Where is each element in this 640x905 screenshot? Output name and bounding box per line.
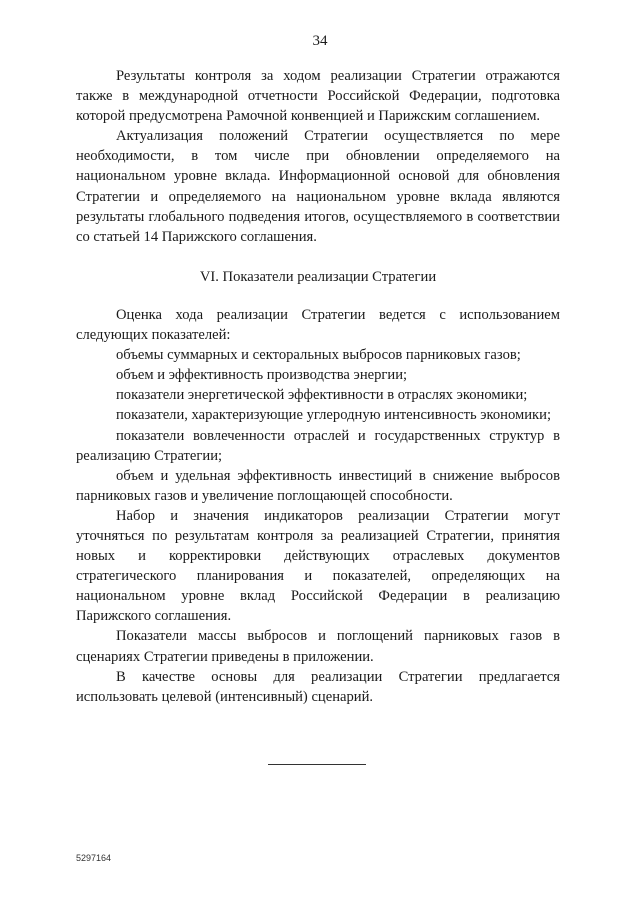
page-number: 34	[312, 33, 328, 49]
paragraph: Показатели массы выбросов и поглощений парниковых газов в сценариях Стратегии приведены в приложении.	[76, 628, 560, 665]
paragraph: Результаты контроля за ходом реализации Стратегии отражаются также в международной отчетности Российской Федерации, подготовка которой предусмотрена Рамочной конвенцией и Парижским соглашением.	[76, 68, 560, 125]
list-item: объем и удельная эффективность инвестиций в снижение выбросов парниковых газов и увеличение поглощающей способности.	[76, 467, 560, 504]
document-body	[76, 66, 560, 707]
list-item: объемы суммарных и секторальных выбросов парниковых газов;	[116, 347, 521, 364]
separator-line	[268, 764, 366, 765]
list-item: показатели энергетической эффективности в отраслях экономики;	[116, 387, 528, 404]
section-heading: VI. Показатели реализации Стратегии	[199, 268, 437, 285]
list-item: показатели вовлеченности отраслей и государственных структур в реализацию Стратегии;	[76, 427, 560, 464]
paragraph: В качестве основы для реализации Стратегии предлагается использовать целевой (интенсивный) сценарий.	[76, 668, 560, 705]
list-item: объем и эффективность производства энергии;	[116, 367, 408, 384]
document-code: 5297164	[76, 853, 112, 863]
paragraph: Оценка хода реализации Стратегии ведется с использованием следующих показателей:	[76, 306, 560, 344]
paragraph: Актуализация положений Стратегии осуществляется по мере необходимости, в том числе при обновлении определяемого на национальном уровне вклада. Информационной основой для обновления Стратегии и определяемого на национальном уровне вклада являются результаты глобального подведения итогов, осуществляемого в соответствии со статьей 14 Парижского соглашения.	[76, 128, 560, 245]
list-item: показатели, характеризующие углеродную интенсивность экономики;	[116, 407, 551, 424]
paragraph: Набор и значения индикаторов реализации Стратегии могут уточняться по результатам контроля за реализацией Стратегии, принятия новых и корректировки действующих отраслевых документов стратегического планирования и показателей, определяющих на национальном уровне вклад Российской Федерации в реализацию Парижского соглашения.	[76, 507, 560, 625]
